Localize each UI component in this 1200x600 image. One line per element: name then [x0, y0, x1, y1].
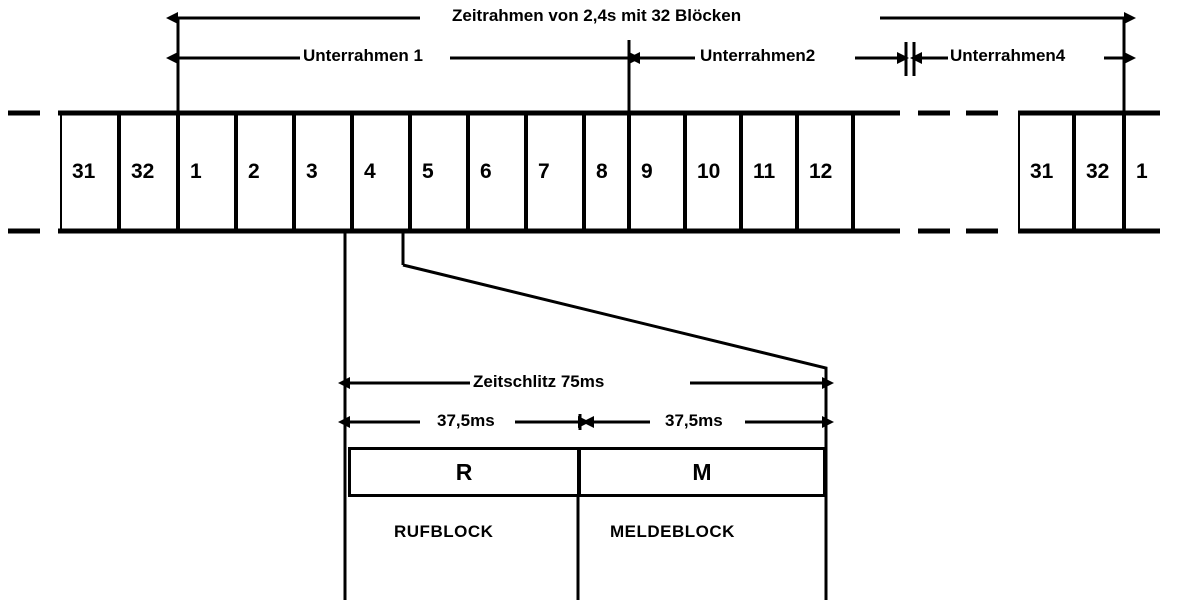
frame-block-label: 8	[596, 160, 608, 183]
frame-block	[468, 113, 526, 231]
frame-block-partial	[853, 113, 900, 231]
frame-block	[741, 113, 797, 231]
frame-gap-dashes	[918, 113, 998, 231]
frame-block	[352, 113, 410, 231]
half-right-label: 37,5ms	[665, 411, 723, 430]
frame-block-label: 12	[809, 160, 833, 183]
frame-block	[1018, 113, 1074, 231]
frame-block-label: 3	[306, 160, 318, 183]
frame-block-label: 6	[480, 160, 492, 183]
half-left-label: 37,5ms	[437, 411, 495, 430]
frame-block-label: 32	[1086, 160, 1110, 183]
frame-block	[178, 113, 236, 231]
subframe-4-label: Unterrahmen4	[950, 46, 1066, 65]
frame-block	[629, 113, 685, 231]
frame-block-label: 10	[697, 160, 721, 183]
frame-block-label: 7	[538, 160, 550, 183]
frame-block-label: 32	[131, 160, 155, 183]
frame-block-label: 31	[1030, 160, 1054, 183]
timeslot-leader-lines	[345, 233, 826, 600]
frame-block	[410, 113, 468, 231]
frame-block-label: 5	[422, 160, 434, 183]
frame-block-label: 4	[364, 160, 376, 183]
rufblock-box	[348, 447, 580, 497]
frame-block	[294, 113, 352, 231]
frame-block	[685, 113, 741, 231]
frame-block	[60, 113, 119, 231]
frame-block-label: 31	[72, 160, 96, 183]
frame-block	[1124, 113, 1170, 231]
frame-block	[1074, 113, 1124, 231]
meldeblock-box	[578, 447, 826, 497]
meldeblock-symbol: M	[692, 458, 712, 485]
frame-block	[797, 113, 853, 231]
timeslot-label: Zeitschlitz 75ms	[473, 372, 605, 391]
frame-block-label: 1	[190, 160, 202, 183]
frame-block	[526, 113, 584, 231]
frame-block	[584, 113, 629, 231]
frame-block-label: 2	[248, 160, 260, 183]
frame-block-label: 9	[641, 160, 653, 183]
frame-block-label: 11	[753, 160, 776, 183]
meldeblock-name: MELDEBLOCK	[610, 522, 735, 541]
rufblock-name: RUFBLOCK	[394, 522, 494, 541]
subframe-1-label: Unterrahmen 1	[303, 46, 423, 65]
subframe-2-label: Unterrahmen2	[700, 46, 816, 65]
frame-block	[119, 113, 178, 231]
frame-block-label: 1	[1136, 160, 1148, 183]
rufblock-symbol: R	[455, 458, 473, 485]
timeframe-label: Zeitrahmen von 2,4s mit 32 Blöcken	[452, 6, 742, 25]
break-marks	[906, 42, 914, 76]
frame-block	[236, 113, 294, 231]
